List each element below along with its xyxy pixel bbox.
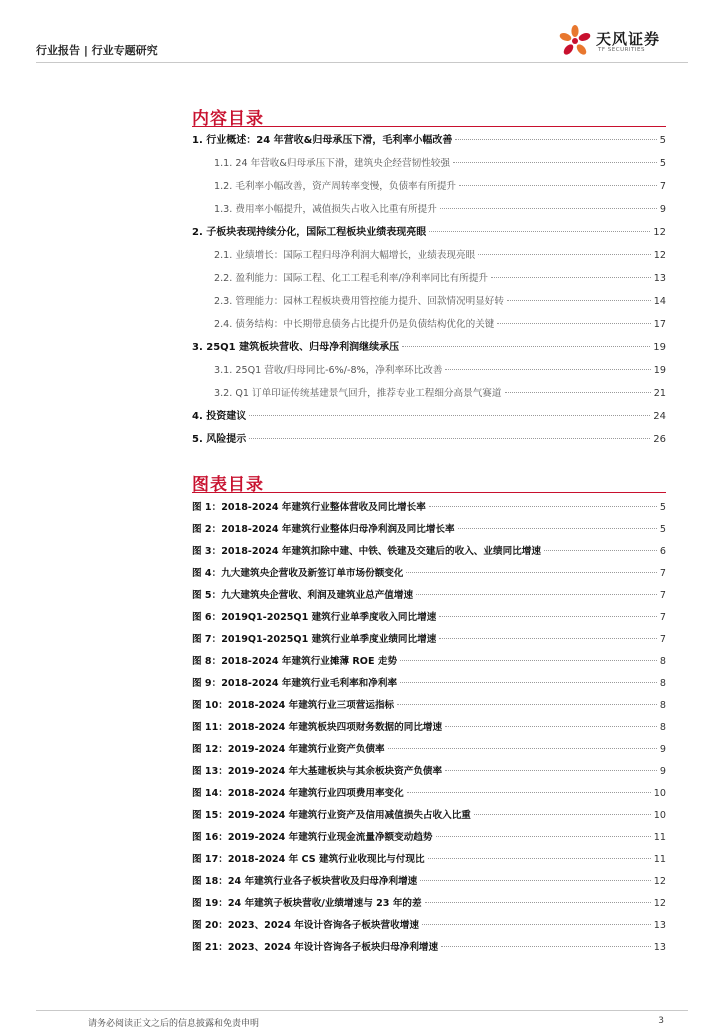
figure-entry-page: 7 [659, 634, 666, 645]
figure-entry[interactable] [192, 893, 666, 915]
figure-entry-text: 图 21：2023、2024 年设计咨询各子板块归母净利增速 [192, 942, 439, 953]
toc-entry[interactable] [192, 428, 666, 451]
toc-entry[interactable] [192, 290, 666, 313]
toc-entry-text: 2.4. 债务结构：中长期带息债务占比提升仍是负债结构优化的关键 [214, 319, 495, 330]
figure-entry-page: 9 [659, 766, 666, 777]
dot-leader [491, 277, 651, 278]
figure-entry-text: 图 15：2019-2024 年建筑行业资产及信用减值损失占收入比重 [192, 810, 471, 821]
figure-entry[interactable] [192, 849, 666, 871]
toc-entry[interactable] [192, 336, 666, 359]
dot-leader [416, 594, 657, 595]
toc-entry-page: 17 [653, 319, 666, 330]
toc-entry[interactable] [192, 221, 666, 244]
figure-entry-page: 7 [659, 612, 666, 623]
figure-entry-text: 图 4：九大建筑央企营收及新签订单市场份额变化 [192, 568, 404, 579]
dot-leader [428, 858, 651, 859]
figure-entry-text: 图 3：2018-2024 年建筑扣除中建、中铁、铁建及交建后的收入、业绩同比增速 [192, 546, 541, 557]
dot-leader [436, 836, 651, 837]
figure-entry[interactable] [192, 717, 666, 739]
figure-entry[interactable] [192, 915, 666, 937]
figure-entry-text: 图 12：2019-2024 年建筑行业资产负债率 [192, 744, 385, 755]
figure-entry-page: 12 [653, 876, 666, 887]
toc-entry[interactable] [192, 359, 666, 382]
page-number: 3 [658, 1016, 664, 1026]
flower-logo-icon [558, 24, 592, 58]
figure-entry-text: 图 20：2023、2024 年设计咨询各子板块营收增速 [192, 920, 419, 931]
figure-entry-page: 5 [659, 502, 666, 513]
figure-entry-page: 7 [659, 568, 666, 579]
figure-entry[interactable] [192, 563, 666, 585]
dot-leader [445, 726, 657, 727]
toc-entry-text: 1. 行业概述：24 年营收&归母承压下滑，毛利率小幅改善 [192, 135, 453, 146]
dot-leader [544, 550, 657, 551]
figure-entry-text: 图 13：2019-2024 年大基建板块与其余板块资产负债率 [192, 766, 443, 777]
toc-entry-text: 1.3. 费用率小幅提升，减值损失占收入比重有所提升 [214, 204, 437, 215]
figure-entry-page: 12 [653, 898, 666, 909]
figure-entry[interactable] [192, 629, 666, 651]
figure-entry[interactable] [192, 695, 666, 717]
figure-entry[interactable] [192, 739, 666, 761]
dot-leader [474, 814, 651, 815]
toc-entry-page: 19 [653, 342, 666, 353]
figure-entry[interactable] [192, 805, 666, 827]
figure-entry-page: 11 [653, 854, 666, 865]
figure-entry[interactable] [192, 607, 666, 629]
toc-entry-page: 7 [659, 181, 666, 192]
figure-entry[interactable] [192, 585, 666, 607]
figure-entry-text: 图 8：2018-2024 年建筑行业摊薄 ROE 走势 [192, 656, 398, 667]
toc-entry-text: 2.2. 盈利能力：国际工程、化工工程毛利率/净利率同比有所提升 [214, 273, 489, 284]
figure-entry-text: 图 18：24 年建筑行业各子板块营收及归母净利增速 [192, 876, 418, 887]
figure-entry-page: 8 [659, 722, 666, 733]
dot-leader [439, 616, 657, 617]
dot-leader [407, 792, 651, 793]
figures-title-underline [192, 492, 666, 493]
page-header [36, 28, 688, 62]
dot-leader [459, 185, 657, 186]
dot-leader [429, 231, 650, 232]
toc-entry-page: 19 [653, 365, 666, 376]
toc-entry-page: 9 [659, 204, 666, 215]
toc-entry-page: 5 [659, 135, 666, 146]
toc-entry-text: 3.1. 25Q1 营收/归母同比-6%/-8%，净利率环比改善 [214, 365, 443, 376]
figure-entry-text: 图 5：九大建筑央企营收、利润及建筑业总产值增速 [192, 590, 414, 601]
toc-entry-text: 3.2. Q1 订单印证传统基建景气回升，推荐专业工程细分高景气赛道 [214, 388, 502, 399]
figure-list [192, 497, 666, 959]
figure-entry-text: 图 10：2018-2024 年建筑行业三项营运指标 [192, 700, 395, 711]
figure-entry[interactable] [192, 937, 666, 959]
dot-leader [441, 946, 651, 947]
dot-leader [429, 506, 657, 507]
dot-leader [453, 162, 657, 163]
dot-leader [425, 902, 651, 903]
figure-entry[interactable] [192, 651, 666, 673]
toc-entry[interactable] [192, 129, 666, 152]
dot-leader [478, 254, 651, 255]
toc-entry-page: 13 [653, 273, 666, 284]
toc-entry-text: 1.1. 24 年营收&归母承压下滑，建筑央企经营韧性较强 [214, 158, 450, 169]
dot-leader [400, 682, 657, 683]
dot-leader [458, 528, 657, 529]
toc-title: 内容目录 [192, 109, 264, 129]
figure-entry-text: 图 9：2018-2024 年建筑行业毛利率和净利率 [192, 678, 398, 689]
dot-leader [397, 704, 657, 705]
figure-entry-text: 图 7：2019Q1-2025Q1 建筑行业单季度业绩同比增速 [192, 634, 437, 645]
figure-entry-page: 9 [659, 744, 666, 755]
header-divider [36, 62, 688, 63]
dot-leader [445, 770, 657, 771]
figure-entry[interactable] [192, 827, 666, 849]
figure-entry-text: 图 17：2018-2024 年 CS 建筑行业收现比与付现比 [192, 854, 425, 865]
figure-entry[interactable] [192, 673, 666, 695]
toc-entry-page: 12 [653, 227, 666, 238]
toc-entry-page: 5 [659, 158, 666, 169]
toc-entry[interactable] [192, 152, 666, 175]
footer-divider [36, 1010, 688, 1011]
figure-entry-page: 10 [653, 788, 666, 799]
toc-entry[interactable] [192, 267, 666, 290]
toc-entry-text: 2.1. 业绩增长：国际工程归母净利润大幅增长，业绩表现亮眼 [214, 250, 476, 261]
toc-entry[interactable] [192, 405, 666, 428]
toc-entry[interactable] [192, 382, 666, 405]
toc-entry-page: 21 [653, 388, 666, 399]
dot-leader [249, 438, 650, 439]
figure-entry-page: 5 [659, 524, 666, 535]
figure-entry-page: 8 [659, 678, 666, 689]
toc-entry-text: 4. 投资建议 [192, 411, 247, 422]
figures-title: 图表目录 [192, 475, 264, 495]
dot-leader [249, 415, 650, 416]
toc-title-underline [192, 126, 666, 127]
figure-entry-text: 图 6：2019Q1-2025Q1 建筑行业单季度收入同比增速 [192, 612, 437, 623]
dot-leader [406, 572, 656, 573]
dot-leader [445, 369, 650, 370]
company-logo [558, 22, 688, 62]
dot-leader [497, 323, 650, 324]
figure-entry[interactable] [192, 783, 666, 805]
toc-entry-text: 3. 25Q1 建筑板块营收、归母净利润继续承压 [192, 342, 400, 353]
dot-leader [455, 139, 656, 140]
disclaimer-text: 请务必阅读正文之后的信息披露和免责申明 [88, 1019, 260, 1029]
figure-entry-text: 图 1：2018-2024 年建筑行业整体营收及同比增长率 [192, 502, 426, 513]
figure-entry[interactable] [192, 541, 666, 563]
dot-leader [422, 924, 651, 925]
toc-entry-page: 26 [653, 434, 666, 445]
dot-leader [402, 346, 650, 347]
figure-entry[interactable] [192, 871, 666, 893]
figure-entry-page: 13 [653, 920, 666, 931]
toc-entry-text: 2. 子板块表现持续分化，国际工程板块业绩表现亮眼 [192, 227, 427, 238]
figure-entry-text: 图 19：24 年建筑子板块营收/业绩增速与 23 年的差 [192, 898, 422, 909]
figure-entry[interactable] [192, 497, 666, 519]
dot-leader [400, 660, 657, 661]
figure-entry-page: 8 [659, 656, 666, 667]
toc-entry-page: 24 [653, 411, 666, 422]
toc-entry[interactable] [192, 244, 666, 267]
figure-entry-page: 7 [659, 590, 666, 601]
dot-leader [505, 392, 651, 393]
dot-leader [440, 208, 657, 209]
figure-entry-page: 8 [659, 700, 666, 711]
toc-entry-text: 5. 风险提示 [192, 434, 247, 445]
breadcrumb: 行业报告 | 行业专题研究 [36, 44, 158, 57]
toc-entry[interactable] [192, 198, 666, 221]
toc-entry-page: 14 [653, 296, 666, 307]
figure-entry-page: 10 [653, 810, 666, 821]
figure-entry-text: 图 11：2018-2024 年建筑板块四项财务数据的同比增速 [192, 722, 443, 733]
figure-entry-page: 11 [653, 832, 666, 843]
dot-leader [507, 300, 651, 301]
toc-entry-page: 12 [653, 250, 666, 261]
figure-entry-text: 图 2：2018-2024 年建筑行业整体归母净利润及同比增长率 [192, 524, 455, 535]
figure-entry-text: 图 16：2019-2024 年建筑行业现金流量净额变动趋势 [192, 832, 433, 843]
figure-entry-page: 13 [653, 942, 666, 953]
dot-leader [388, 748, 657, 749]
toc-entry[interactable] [192, 313, 666, 336]
logo-text: 天风证券 [596, 30, 661, 48]
table-of-contents [192, 129, 666, 451]
toc-entry-text: 1.2. 毛利率小幅改善，资产周转率变慢，负债率有所提升 [214, 181, 457, 192]
figure-entry-page: 6 [659, 546, 666, 557]
toc-entry-text: 2.3. 管理能力：园林工程板块费用管控能力提升、回款情况明显好转 [214, 296, 504, 307]
logo-subtext: TF SECURITIES [598, 47, 645, 53]
figure-entry[interactable] [192, 761, 666, 783]
toc-entry[interactable] [192, 175, 666, 198]
dot-leader [439, 638, 657, 639]
dot-leader [420, 880, 651, 881]
figure-entry[interactable] [192, 519, 666, 541]
figure-entry-text: 图 14：2018-2024 年建筑行业四项费用率变化 [192, 788, 404, 799]
